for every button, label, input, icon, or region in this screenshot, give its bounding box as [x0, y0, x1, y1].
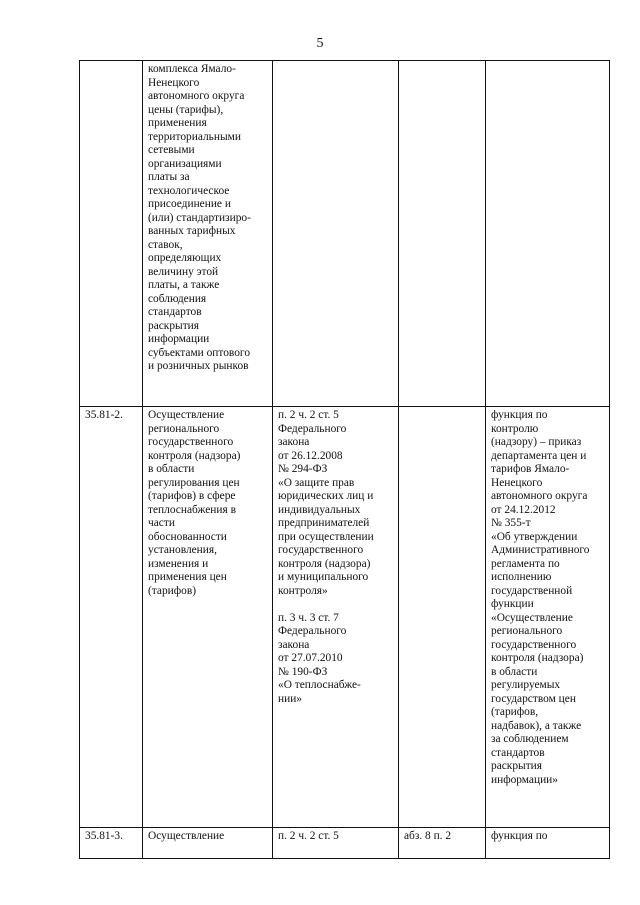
function-details-cell: функция по контролю (надзору) – приказ департамента цен и тарифов Ямало- Ненецкого автономного округа от 24.12.2012 № 355-т «Об утверждении Административного регламента по исполнению государственной функции «Осуществление регионального государственного контроля (надзора) в области регулируемых государством цен (тарифов, надбавок), а также за соблюдением стандартов раскрытия информации»	[486, 407, 610, 828]
table-row	[80, 61, 610, 407]
function-name-cell: Осуществление	[143, 828, 273, 859]
row-number-cell: 35.81-3.	[80, 828, 143, 859]
legal-basis-cell: п. 2 ч. 2 ст. 5	[273, 828, 399, 859]
row-number-cell	[80, 61, 143, 407]
function-name-cell: Осуществление регионального государственного контроля (надзора) в области регулирования цен (тарифов) в сфере теплоснабжения в части обоснованности установления, изменения и применения цен (тарифов)	[143, 407, 273, 828]
paragraph-cell: абз. 8 п. 2	[399, 828, 486, 859]
table-row	[80, 407, 610, 828]
function-name-cell: комплекса Ямало- Ненецкого автономного округа цены (тарифы), применения территориальными сетевыми организациями платы за технологическое присоединение и (или) стандартизиро- ванных тарифных ставок, определяющих величину этой платы, а также соблюдения стандартов раскрытия информации субъектами оптового и розничных рынков	[143, 61, 273, 407]
table-row	[80, 828, 610, 859]
function-details-cell: функция по	[486, 828, 610, 859]
row-number-cell: 35.81-2.	[80, 407, 143, 828]
paragraph-cell	[399, 61, 486, 407]
functions-table	[79, 60, 610, 859]
paragraph-cell	[399, 407, 486, 828]
legal-basis-cell: п. 2 ч. 2 ст. 5 Федерального закона от 26.12.2008 № 294-ФЗ «О защите прав юридических лиц и индивидуальных предпринимателей при осуществлении государственного контроля (надзора) и муниципального контроля» п. 3 ч. 3 ст. 7 Федерального закона от 27.07.2010 № 190-ФЗ «О теплоснабже- нии»	[273, 407, 399, 828]
page-number: 5	[316, 36, 324, 51]
legal-basis-cell	[273, 61, 399, 407]
function-details-cell	[486, 61, 610, 407]
